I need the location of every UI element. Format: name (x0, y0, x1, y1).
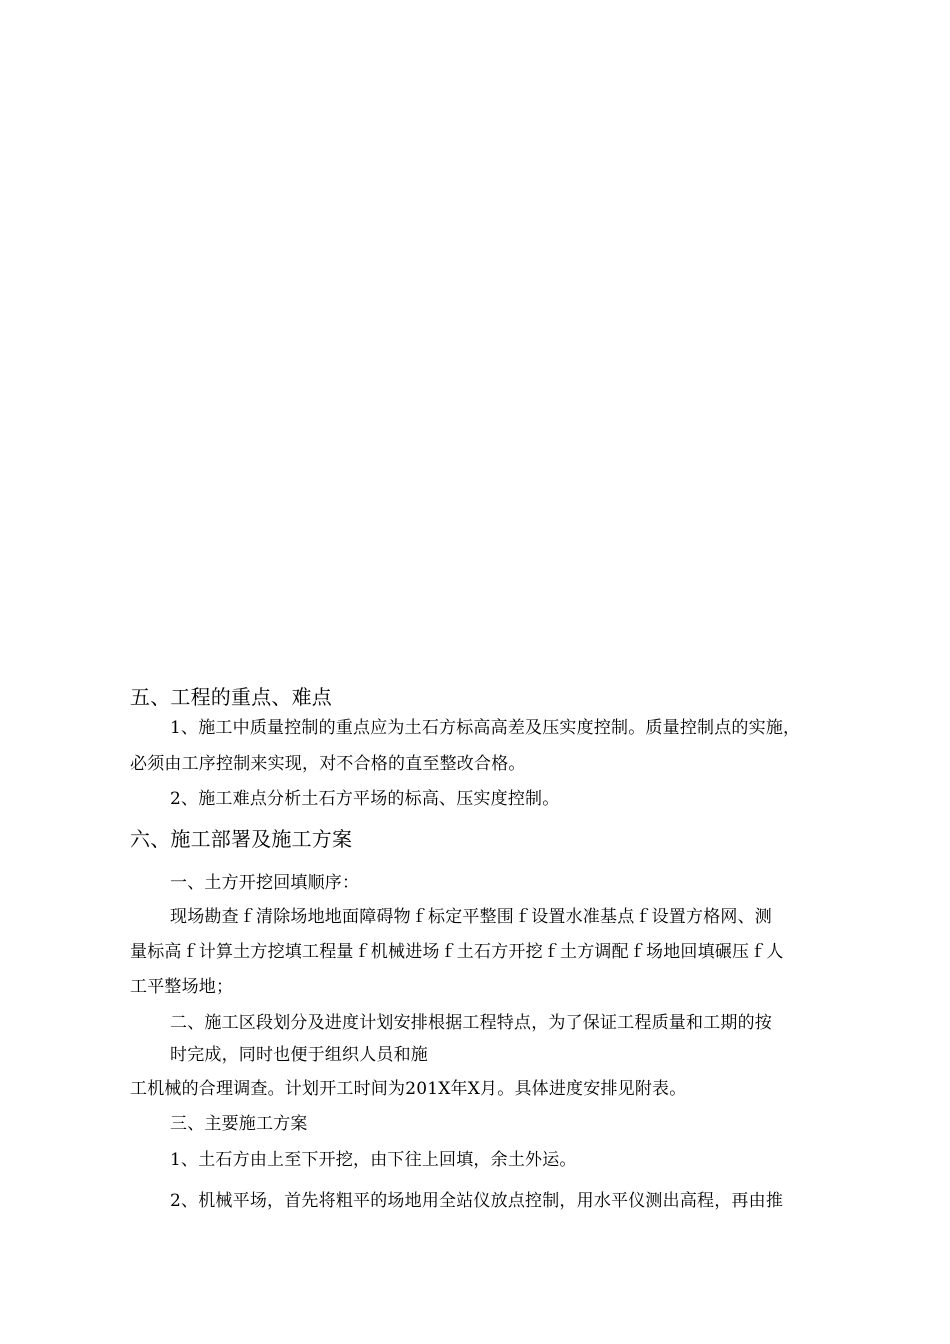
subsection-3-item-1: 1、土石方由上至下开挖，由下往上回填，余土外运。 (170, 1150, 577, 1170)
subsection-2-line-1: 二、施工区段划分及进度计划安排根据工程特点，为了保证工程质量和工期的按 (170, 1013, 772, 1033)
subsection-2-line-2: 时完成，同时也便于组织人员和施 (170, 1045, 428, 1065)
subsection-1-line-1: 现场勘查ｆ清除场地地面障碍物ｆ标定平整围ｆ设置水准基点ｆ设置方格网、测 (170, 907, 772, 927)
section-5-paragraph-1-line-1: 1、施工中质量控制的重点应为土石方标高高差及压实度控制。质量控制点的实施， (170, 718, 801, 738)
subsection-1-title: 一、土方开挖回填顺序： (170, 873, 360, 893)
section-5-paragraph-2: 2、施工难点分析土石方平场的标高、压实度控制。 (170, 789, 560, 809)
subsection-1-line-3: 工平整场地； (130, 977, 234, 997)
subsection-1-line-2: 量标高ｆ计算土方挖填工程量ｆ机械进场ｆ土石方开挖ｆ土方调配ｆ场地回填碾压ｆ人 (130, 942, 784, 962)
subsection-2-line-3: 工机械的合理调查。计划开工时间为201X年X月。具体进度安排见附表。 (130, 1079, 687, 1099)
subsection-3-title: 三、主要施工方案 (170, 1114, 308, 1134)
subsection-3-item-2: 2、机械平场，首先将粗平的场地用全站仪放点控制，用水平仪测出高程，再由推 (170, 1191, 784, 1211)
section-5-heading: 五、工程的重点、难点 (130, 685, 332, 709)
section-5-paragraph-1-line-2: 必须由工序控制来实现，对不合格的直至整改合格。 (130, 754, 526, 774)
section-6-heading: 六、施工部署及施工方案 (130, 827, 353, 851)
